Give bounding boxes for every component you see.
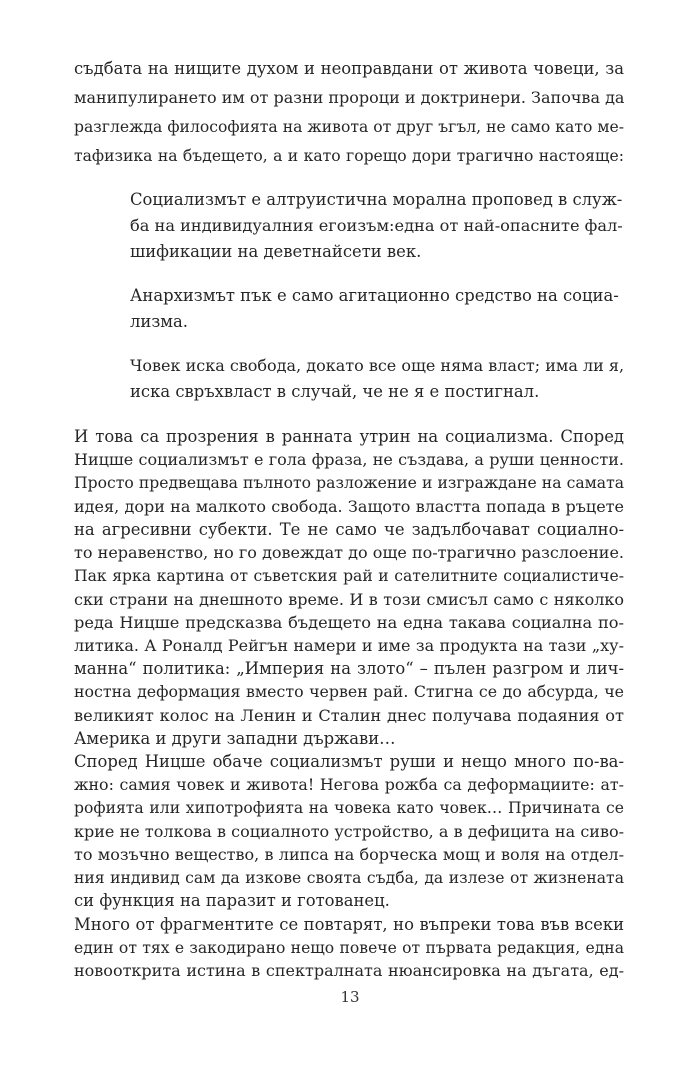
- text-line: великият колос на Ленин и Сталин днес получава подаяния от: [74, 706, 624, 725]
- text-line: съдбата на нищите духом и неоправдани от живота човеци, за: [74, 59, 624, 78]
- text-line: Ницше социализмът е гола фраза, не създава, а руши ценности.: [74, 450, 624, 469]
- text-line: новооткрита истина в спектралната нюансировка на дъгата, ед-: [74, 961, 624, 980]
- text-line: Америка и други западни държави…: [74, 729, 396, 748]
- text-line: то мозъчно вещество, в липса на борческа мощ и воля на отдел-: [74, 845, 624, 864]
- text-line: реда Ницше предсказва бъдещето на една такава социална по-: [74, 613, 624, 632]
- page-number: 13: [340, 988, 360, 1006]
- text-line: идея, дори на малкото свобода. Защото властта попада в ръцете: [74, 497, 624, 516]
- text-line: Много от фрагментите се повтарят, но въпреки това във всеки: [74, 915, 624, 934]
- text-line: ния индивид сам да изкове своята съдба, да излезе от жизнената: [74, 869, 624, 887]
- text-line: ностна деформация вместо червен рай. Стигна се до абсурда, че: [74, 682, 624, 701]
- text-line: Пак ярка картина от съветския рай и сателитните социалистиче-: [74, 567, 624, 585]
- text-line: то неравенство, но го довеждат до още по-трагично разслоение.: [74, 543, 624, 562]
- quote-line: лизма.: [130, 312, 189, 331]
- text-line: тафизика на бъдещето, а и като горещо дори трагично настояще:: [74, 147, 624, 165]
- text-line: рофията или хипотрофията на човека като човек… Причината се: [74, 799, 624, 817]
- quote-line: иска свръхвласт в случай, че не я е постигнал.: [130, 382, 540, 401]
- text-line: жно: самия човек и живота! Негова рожба са деформациите: ат-: [74, 775, 624, 794]
- quote-line: шификации на деветнайсети век.: [130, 242, 422, 261]
- text-line: манна“ политика: „Империя на злото“ – пълен разгром и лич-: [74, 659, 624, 678]
- text-line: И това са прозрения в ранната утрин на социализма. Според: [74, 427, 624, 446]
- text-line: литика. А Роналд Рейгън намери и име за продукта на тази „ху-: [74, 636, 624, 655]
- text-line: крие не толкова в социалното устройство, а в дефицита на сиво-: [74, 822, 624, 841]
- text-line: един от тях е закодирано нещо повече от първата редакция, една: [74, 939, 624, 957]
- text-line: разглежда философията на живота от друг ъгъл, не само като ме-: [74, 118, 624, 136]
- quote-line: Човек иска свобода, докато все още няма власт; има ли я,: [130, 356, 625, 375]
- text-line: ски страни на днешното време. И в този смисъл само с няколко: [74, 590, 624, 609]
- text-line: си функция на паразит и готованец.: [74, 891, 390, 910]
- quote-line: ба на индивидуалния егоизъм:една от най-опасните фал-: [130, 216, 623, 235]
- text-line: Според Ницше обаче социализмът руши и нещо много по-ва-: [74, 752, 624, 771]
- text-line: манипулирането им от разни пророци и доктринери. Започва да: [74, 88, 625, 107]
- quote-line: Анархизмът пък е само агитационно средство на социа-: [130, 286, 619, 305]
- text-line: на агресивни субекти. Те не само че задълбочават социално-: [74, 520, 624, 539]
- text-line: Просто предвещава пълното разложение и изграждане на самата: [74, 474, 624, 492]
- quote-line: Социализмът е алтруистична морална проповед в служ-: [130, 190, 623, 209]
